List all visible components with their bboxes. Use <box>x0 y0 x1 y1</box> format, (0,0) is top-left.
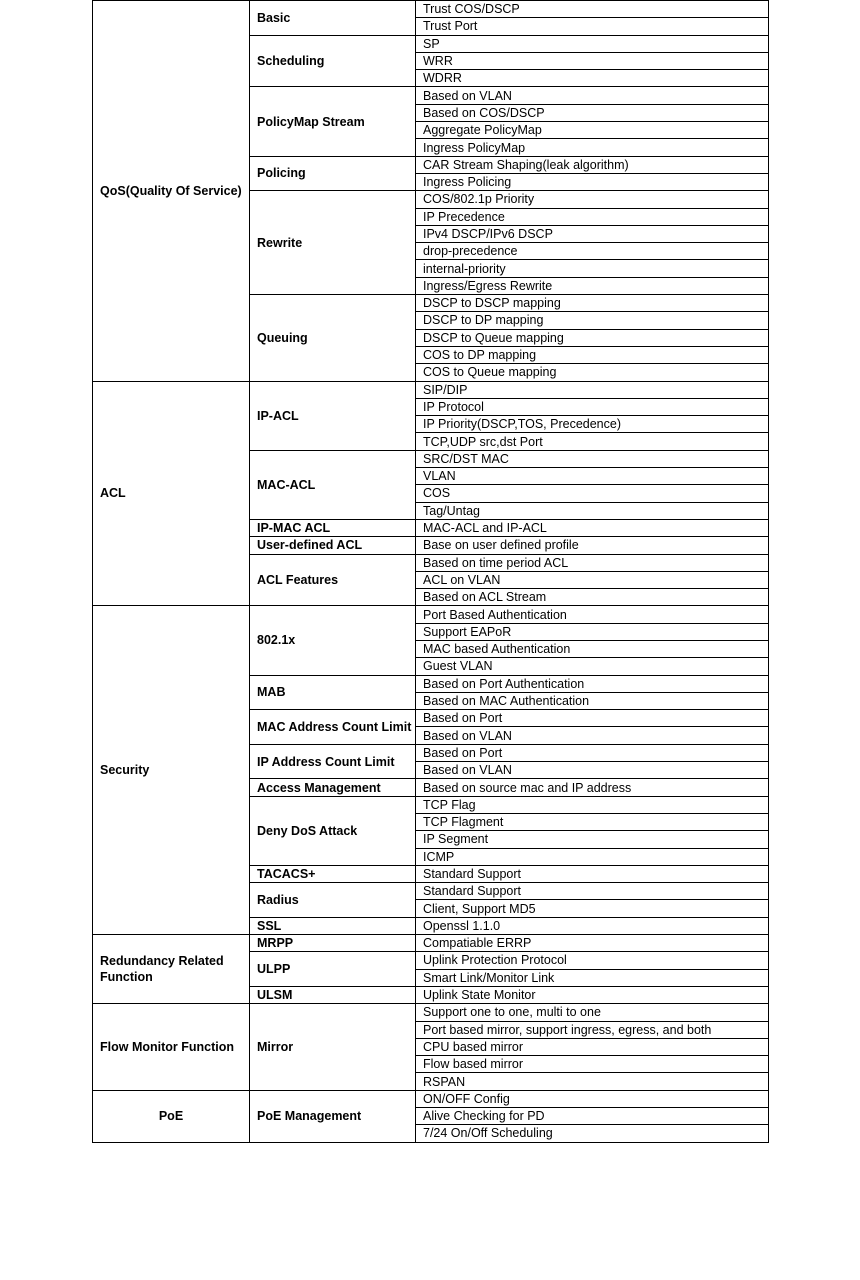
subcategory-cell: Radius <box>250 883 416 918</box>
feature-cell: MAC-ACL and IP-ACL <box>416 519 769 536</box>
subcategory-cell: ULSM <box>250 986 416 1003</box>
subcategory-cell: IP Address Count Limit <box>250 744 416 779</box>
feature-cell: Trust Port <box>416 18 769 35</box>
feature-cell: SIP/DIP <box>416 381 769 398</box>
feature-cell: DSCP to DSCP mapping <box>416 295 769 312</box>
feature-cell: RSPAN <box>416 1073 769 1090</box>
feature-cell: Openssl 1.1.0 <box>416 917 769 934</box>
subcategory-cell: 802.1x <box>250 606 416 675</box>
feature-cell: Based on VLAN <box>416 87 769 104</box>
feature-cell: MAC based Authentication <box>416 640 769 657</box>
category-cell: PoE <box>93 1090 250 1142</box>
subcategory-cell: Basic <box>250 1 416 36</box>
feature-cell: COS/802.1p Priority <box>416 191 769 208</box>
feature-cell: Based on VLAN <box>416 727 769 744</box>
subcategory-cell: Deny DoS Attack <box>250 796 416 865</box>
feature-cell: Based on Port Authentication <box>416 675 769 692</box>
feature-cell: Aggregate PolicyMap <box>416 122 769 139</box>
feature-cell: ON/OFF Config <box>416 1090 769 1107</box>
feature-cell: Trust COS/DSCP <box>416 1 769 18</box>
subcategory-cell: PoE Management <box>250 1090 416 1142</box>
feature-cell: VLAN <box>416 468 769 485</box>
feature-cell: IP Protocol <box>416 398 769 415</box>
feature-cell: Based on COS/DSCP <box>416 104 769 121</box>
feature-cell: drop-precedence <box>416 243 769 260</box>
feature-cell: COS to DP mapping <box>416 346 769 363</box>
table-row <box>93 606 769 623</box>
subcategory-cell: MAC-ACL <box>250 450 416 519</box>
feature-spec-table-body <box>93 1 769 1143</box>
subcategory-cell: ULPP <box>250 952 416 987</box>
feature-cell: Based on ACL Stream <box>416 589 769 606</box>
feature-cell: SP <box>416 35 769 52</box>
feature-cell: Ingress/Egress Rewrite <box>416 277 769 294</box>
table-row <box>93 1 769 18</box>
feature-cell: Based on VLAN <box>416 762 769 779</box>
feature-cell: Smart Link/Monitor Link <box>416 969 769 986</box>
feature-cell: Based on Port <box>416 710 769 727</box>
subcategory-cell: Mirror <box>250 1004 416 1090</box>
subcategory-cell: IP-MAC ACL <box>250 519 416 536</box>
feature-cell: COS to Queue mapping <box>416 364 769 381</box>
table-row <box>93 1004 769 1021</box>
subcategory-cell: Policing <box>250 156 416 191</box>
subcategory-cell: MAB <box>250 675 416 710</box>
feature-cell: WRR <box>416 52 769 69</box>
feature-cell: ACL on VLAN <box>416 571 769 588</box>
feature-cell: Client, Support MD5 <box>416 900 769 917</box>
feature-cell: Alive Checking for PD <box>416 1108 769 1125</box>
subcategory-cell: PolicyMap Stream <box>250 87 416 156</box>
feature-cell: TCP,UDP src,dst Port <box>416 433 769 450</box>
feature-cell: Ingress Policing <box>416 173 769 190</box>
feature-cell: CPU based mirror <box>416 1038 769 1055</box>
subcategory-cell: MAC Address Count Limit <box>250 710 416 745</box>
category-cell: QoS(Quality Of Service) <box>93 1 250 382</box>
feature-spec-table <box>92 0 769 1143</box>
feature-cell: Guest VLAN <box>416 658 769 675</box>
feature-cell: IP Priority(DSCP,TOS, Precedence) <box>416 416 769 433</box>
feature-cell: DSCP to DP mapping <box>416 312 769 329</box>
feature-cell: Support EAPoR <box>416 623 769 640</box>
category-cell: ACL <box>93 381 250 606</box>
subcategory-cell: Rewrite <box>250 191 416 295</box>
feature-cell: COS <box>416 485 769 502</box>
feature-cell: IPv4 DSCP/IPv6 DSCP <box>416 225 769 242</box>
feature-cell: SRC/DST MAC <box>416 450 769 467</box>
feature-cell: Tag/Untag <box>416 502 769 519</box>
table-row <box>93 1090 769 1107</box>
feature-cell: Compatiable ERRP <box>416 935 769 952</box>
category-cell: Flow Monitor Function <box>93 1004 250 1090</box>
feature-cell: Support one to one, multi to one <box>416 1004 769 1021</box>
feature-cell: CAR Stream Shaping(leak algorithm) <box>416 156 769 173</box>
feature-cell: TCP Flagment <box>416 813 769 830</box>
feature-cell: 7/24 On/Off Scheduling <box>416 1125 769 1142</box>
category-cell: Redundancy Related Function <box>93 935 250 1004</box>
table-row <box>93 935 769 952</box>
subcategory-cell: MRPP <box>250 935 416 952</box>
subcategory-cell: Scheduling <box>250 35 416 87</box>
subcategory-cell: IP-ACL <box>250 381 416 450</box>
feature-cell: WDRR <box>416 70 769 87</box>
feature-cell: Based on time period ACL <box>416 554 769 571</box>
subcategory-cell: SSL <box>250 917 416 934</box>
subcategory-cell: ACL Features <box>250 554 416 606</box>
subcategory-cell: TACACS+ <box>250 865 416 882</box>
feature-cell: Based on source mac and IP address <box>416 779 769 796</box>
subcategory-cell: Queuing <box>250 295 416 381</box>
feature-cell: Port Based Authentication <box>416 606 769 623</box>
feature-cell: IP Precedence <box>416 208 769 225</box>
feature-cell: ICMP <box>416 848 769 865</box>
feature-cell: Port based mirror, support ingress, egress, and both <box>416 1021 769 1038</box>
feature-cell: Flow based mirror <box>416 1056 769 1073</box>
feature-cell: DSCP to Queue mapping <box>416 329 769 346</box>
feature-cell: Based on Port <box>416 744 769 761</box>
feature-cell: Based on MAC Authentication <box>416 692 769 709</box>
feature-cell: Uplink State Monitor <box>416 986 769 1003</box>
feature-cell: TCP Flag <box>416 796 769 813</box>
subcategory-cell: Access Management <box>250 779 416 796</box>
feature-cell: Base on user defined profile <box>416 537 769 554</box>
feature-cell: Uplink Protection Protocol <box>416 952 769 969</box>
feature-cell: Ingress PolicyMap <box>416 139 769 156</box>
feature-cell: internal-priority <box>416 260 769 277</box>
category-cell: Security <box>93 606 250 935</box>
feature-cell: Standard Support <box>416 865 769 882</box>
subcategory-cell: User-defined ACL <box>250 537 416 554</box>
feature-cell: IP Segment <box>416 831 769 848</box>
table-row <box>93 381 769 398</box>
feature-cell: Standard Support <box>416 883 769 900</box>
